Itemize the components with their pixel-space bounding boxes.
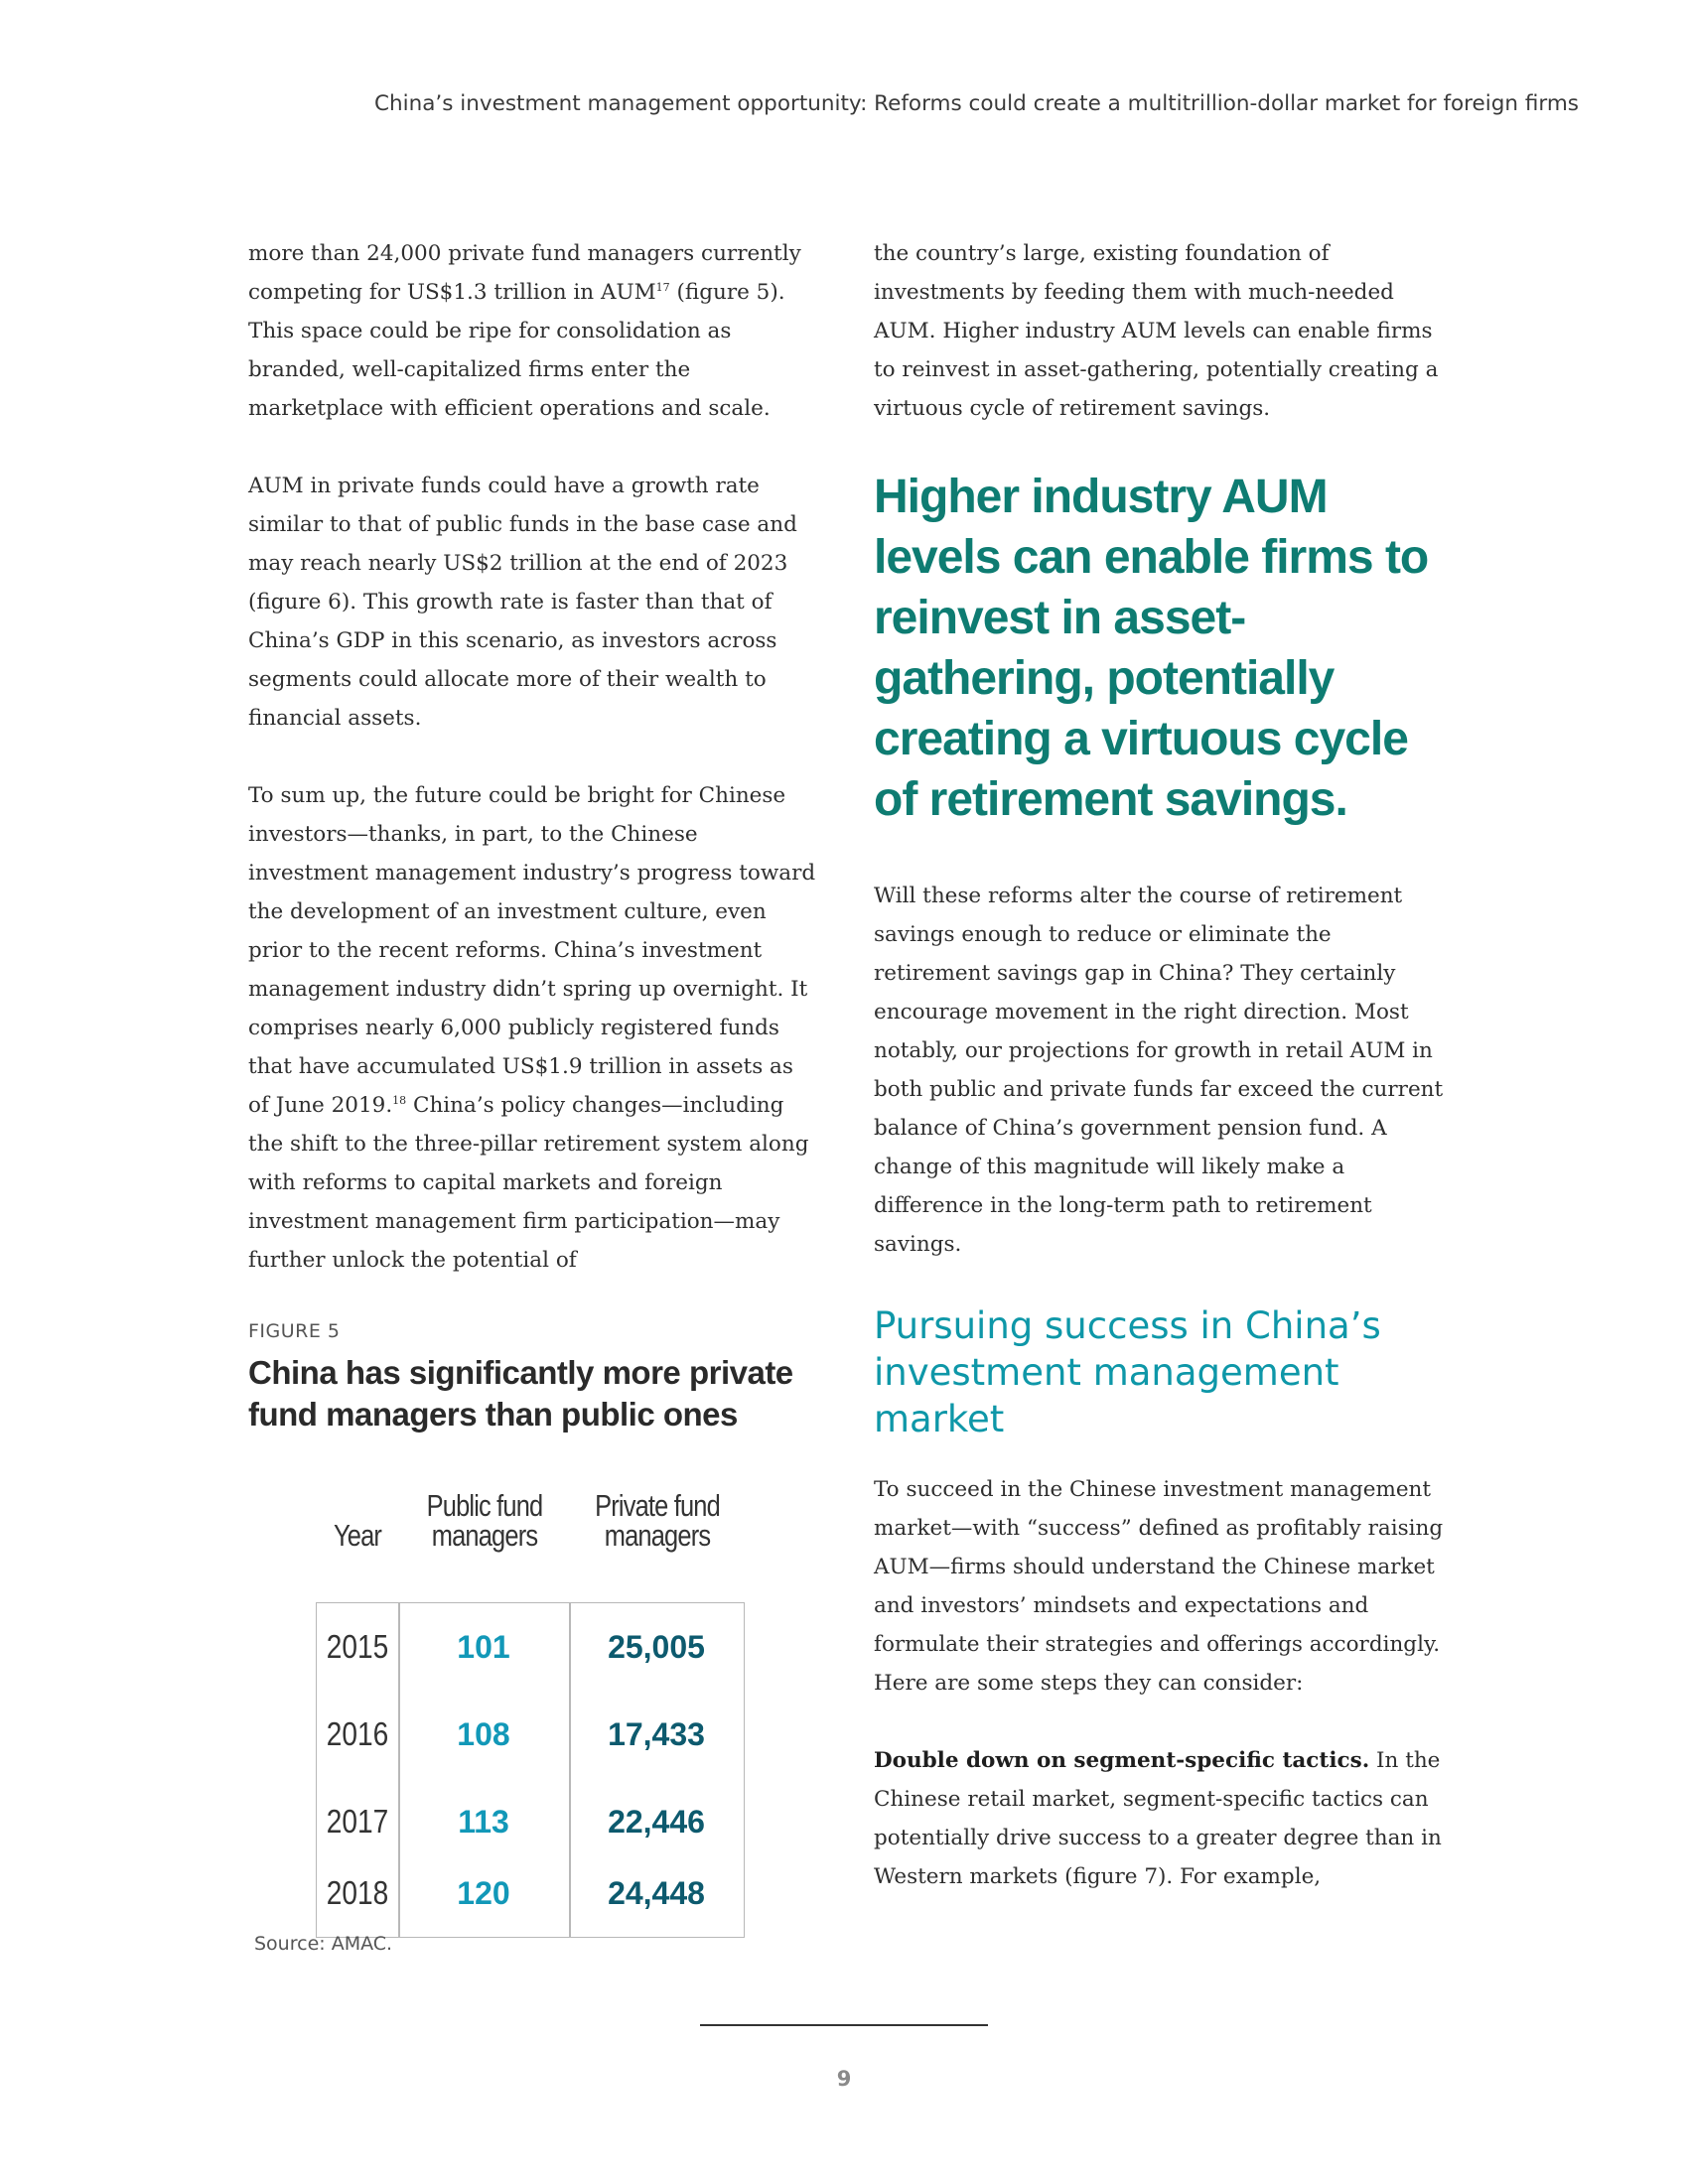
right-column xyxy=(874,234,1450,1935)
figure-label: FIGURE 5 xyxy=(248,1320,341,1342)
cell-year: 2016 xyxy=(326,1715,389,1752)
text-run: more than 24,000 private fund managers currently competing for US$1.3 trillion in AUM xyxy=(248,241,801,305)
body-paragraph: the country’s large, existing foundation of investments by feeding them with much-needed AUM. Higher industry AUM levels can enable firms to reinvest in asset-gathering, potentially creating a virtuous cycle of retirement savings. xyxy=(874,241,1439,421)
cell-public: 101 xyxy=(457,1628,510,1665)
cell-year: 2017 xyxy=(326,1803,389,1840)
cell-private: 25,005 xyxy=(608,1628,705,1665)
cell-private: 22,446 xyxy=(608,1803,705,1840)
running-header: China’s investment management opportunity: Reforms could create a multitrillion-dollar market for foreign firms xyxy=(374,91,1579,116)
body-paragraph: AUM in private funds could have a growth rate similar to that of public funds in the base case and may reach nearly US$2 trillion at the end of 2023 (figure 6). This growth rate is faster than that of China’s GDP in this scenario, as investors across segments could allocate more of their wealth to financial assets. xyxy=(248,474,797,731)
lead-in-bold: Double down on segment-specific tactics. xyxy=(874,1748,1370,1773)
cell-year: 2015 xyxy=(326,1628,389,1665)
body-paragraph: To succeed in the Chinese investment management market—with “success” defined as profitably raising AUM—firms should understand the Chinese market and investors’ mindsets and expectations and formulate their strategies and offerings accordingly. Here are some steps they can consider: xyxy=(874,1477,1444,1696)
cell-year: 2018 xyxy=(326,1874,389,1911)
cell-private: 24,448 xyxy=(608,1874,705,1911)
body-paragraph: Will these reforms alter the course of retirement savings enough to reduce or eliminate the retirement savings gap in China? They certainly encourage movement in the right direction. Most notably, our projections for growth in retail AUM in both public and private funds far exceed the current balance of China’s government pension fund. A change of this magnitude will likely make a difference in the long-term path to retirement savings. xyxy=(874,884,1444,1257)
column-header-year: Year xyxy=(333,1518,382,1553)
table-grid xyxy=(316,1602,745,1938)
text-run: To sum up, the future could be bright for Chinese investors—thanks, in part, to the Chinese investment management industry’s progress toward the development of an investment culture, even prior to the recent reforms. China’s investment management industry didn’t spring up overnight. It comprises nearly 6,000 publicly registered funds that have accumulated US$1.9 trillion in assets as of June 2019. xyxy=(248,783,816,1118)
text-run: (figure 5). This space could be ripe for consolidation as branded, well-capitalized firms enter the marketplace with efficient operations and scale. xyxy=(248,280,785,421)
cell-private: 17,433 xyxy=(608,1715,705,1752)
body-paragraph xyxy=(248,776,819,1280)
page-number: 9 xyxy=(836,2067,852,2091)
footnote-ref[interactable]: 18 xyxy=(392,1093,407,1107)
cell-public: 113 xyxy=(458,1803,509,1840)
column-header-public: Public fund managers xyxy=(426,1488,543,1553)
left-column xyxy=(248,234,819,1318)
body-paragraph xyxy=(874,1741,1450,1896)
footer-divider xyxy=(700,2024,988,2026)
figure-title: China has significantly more private fund managers than public ones xyxy=(248,1354,793,1433)
pull-quote: Higher industry AUM levels can enable firms to reinvest in asset-gathering, potentially creating a virtuous cycle of retirement savings. xyxy=(874,471,1429,826)
cell-public: 108 xyxy=(457,1715,510,1752)
column-header-private: Private fund managers xyxy=(595,1488,720,1553)
section-heading: Pursuing success in China’s investment management market xyxy=(874,1304,1381,1440)
figure-5 xyxy=(248,1320,824,1911)
text-run: In the Chinese retail market, segment-specific tactics can potentially drive success to a greater degree than in Western markets (figure 7). For example, xyxy=(874,1748,1442,1889)
text-run: China’s policy changes—including the shift to the three-pillar retirement system along with reforms to capital markets and foreign investment management firm participation—may further unlock the potential of xyxy=(248,1093,809,1273)
footnote-ref[interactable]: 17 xyxy=(655,280,670,294)
cell-public: 120 xyxy=(457,1874,510,1911)
figure-source: Source: AMAC. xyxy=(254,1933,393,1955)
body-paragraph xyxy=(248,234,819,428)
